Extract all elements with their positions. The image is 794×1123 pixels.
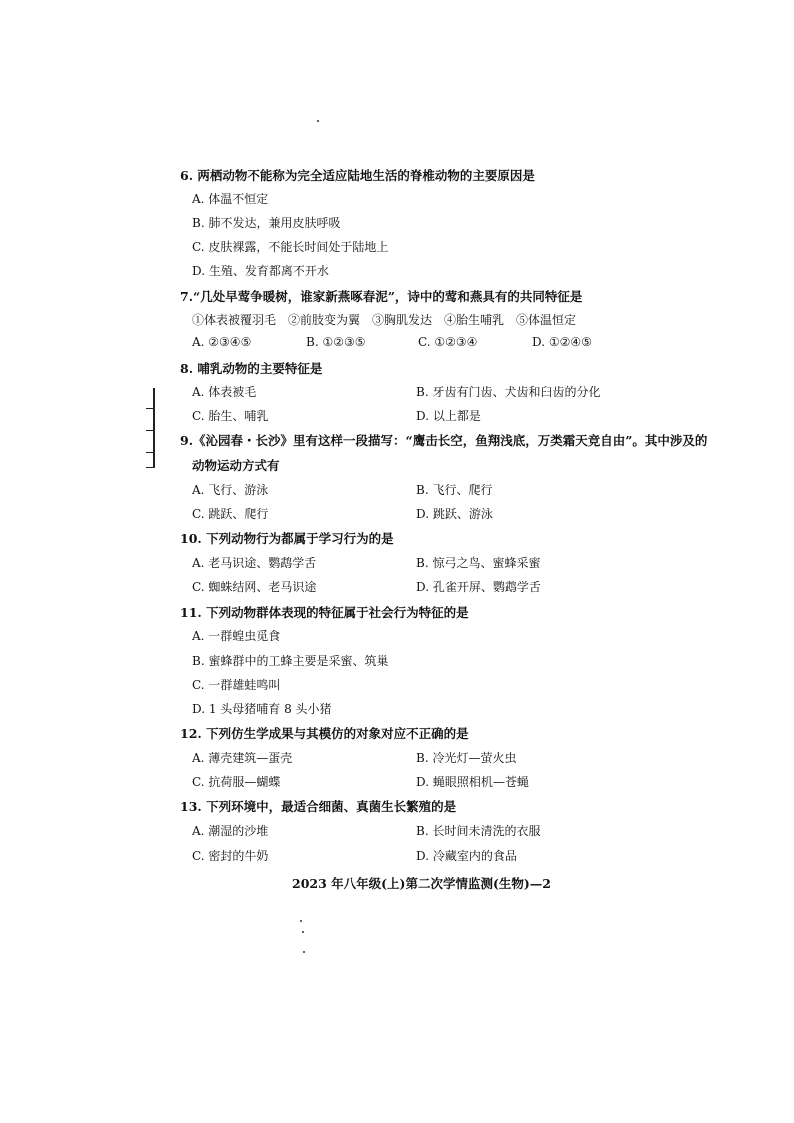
question-8-stem: 8. 哺乳动物的主要特征是 [180,361,323,376]
q12-option-a: A. 薄壳建筑—蛋壳 [192,751,293,765]
q11-option-a: A. 一群蝗虫觅食 [192,629,281,643]
q6-option-a: A. 体温不恒定 [192,192,269,206]
binding-tick [146,430,154,431]
q11-option-b: B. 蜜蜂群中的工蜂主要是采蜜、筑巢 [192,654,389,668]
q12-option-b: B. 冷光灯—萤火虫 [416,751,517,765]
q8-option-b: B. 牙齿有门齿、犬齿和臼齿的分化 [416,385,601,399]
q6-option-c: C. 皮肤裸露，不能长时间处于陆地上 [192,240,389,254]
question-12-stem: 12. 下列仿生学成果与其模仿的对象对应不正确的是 [180,726,469,741]
q11-option-c: C. 一群雄蛙鸣叫 [192,678,281,692]
q9-option-d: D. 跳跃、游泳 [416,507,493,521]
question-9-stem-continued: 动物运动方式有 [192,458,280,473]
page-footer: 2023 年八年级(上)第二次学情监测(生物)—2 [292,876,551,891]
question-13-stem: 13. 下列环境中，最适合细菌、真菌生长繁殖的是 [180,799,457,814]
q13-option-c: C. 密封的牛奶 [192,849,269,863]
q7-option-c: C. ①②③④ [418,335,478,349]
q12-option-c: C. 抗荷服—蝴蝶 [192,775,281,789]
scan-speck [317,120,319,122]
q6-option-d: D. 生殖、发育都离不开水 [192,264,329,278]
q13-option-a: A. 潮湿的沙堆 [192,824,269,838]
scan-speck [300,920,302,922]
q7-option-a: A. ②③④⑤ [192,335,252,349]
q10-option-d: D. 孔雀开屏、鹦鹉学舌 [416,580,541,594]
q10-option-a: A. 老马识途、鹦鹉学舌 [192,556,317,570]
binding-tick [146,452,154,453]
q9-option-b: B. 飞行、爬行 [416,483,493,497]
binding-tick [146,467,154,468]
q10-option-b: B. 惊弓之鸟、蜜蜂采蜜 [416,556,541,570]
q7-option-b: B. ①②③⑤ [306,335,366,349]
q9-option-c: C. 跳跃、爬行 [192,507,269,521]
q9-option-a: A. 飞行、游泳 [192,483,269,497]
question-10-stem: 10. 下列动物行为都属于学习行为的是 [180,531,394,546]
q11-option-d: D. 1 头母猪哺育 8 头小猪 [192,702,332,716]
q8-option-c: C. 胎生、哺乳 [192,409,269,423]
binding-tick [146,408,154,409]
scan-speck [303,951,305,953]
question-7-stem: 7.“几处早莺争暖树，谁家新燕啄春泥”，诗中的莺和燕具有的共同特征是 [180,289,583,304]
q13-option-d: D. 冷藏室内的食品 [416,849,517,863]
q7-features: ①体表被覆羽毛 ②前肢变为翼 ③胸肌发达 ④胎生哺乳 ⑤体温恒定 [192,313,577,327]
scan-speck [302,931,304,933]
question-11-stem: 11. 下列动物群体表现的特征属于社会行为特征的是 [180,605,469,620]
q10-option-c: C. 蜘蛛结网、老马识途 [192,580,317,594]
question-9-stem: 9.《沁园春・长沙》里有这样一段描写：“鹰击长空，鱼翔浅底，万类霜天竞自由”。其中涉及的 [180,433,708,448]
q8-option-d: D. 以上都是 [416,409,481,423]
binding-bracket [153,388,155,468]
q7-option-d: D. ①②④⑤ [532,335,592,349]
q6-option-b: B. 肺不发达，兼用皮肤呼吸 [192,216,341,230]
q12-option-d: D. 蝇眼照相机—苍蝇 [416,775,529,789]
q13-option-b: B. 长时间未清洗的衣服 [416,824,541,838]
question-6-stem: 6. 两栖动物不能称为完全适应陆地生活的脊椎动物的主要原因是 [180,168,535,183]
q8-option-a: A. 体表被毛 [192,385,257,399]
